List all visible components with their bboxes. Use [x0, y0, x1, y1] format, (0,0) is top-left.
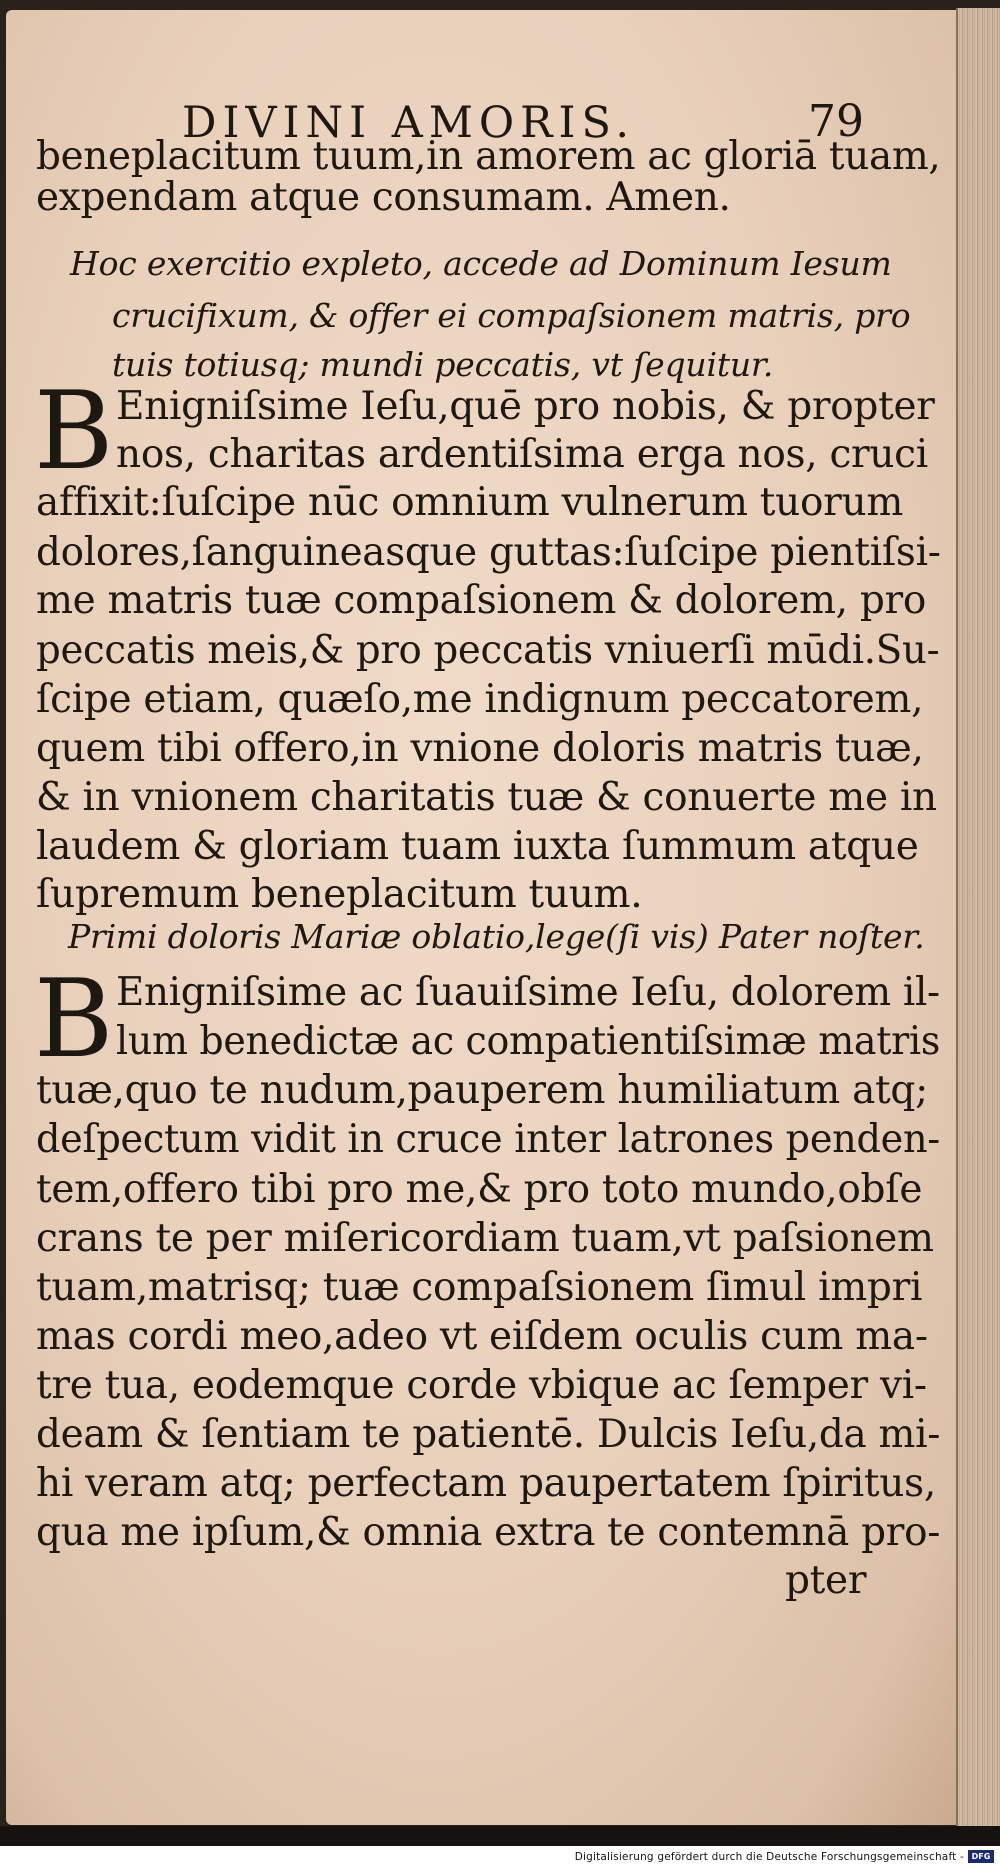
text-line: qua me ipſum,& omnia extra te contemnā pro- [36, 1510, 941, 1555]
text-line: ſupremum beneplacitum tuum. [36, 872, 643, 917]
text-line: dolores,ſanguineasque guttas:ſuſcipe pientiſsi- [36, 530, 941, 575]
text-line: nos, charitas ardentiſsima erga nos, cruci [116, 432, 928, 477]
rubric-line: Primi doloris Mariæ oblatio,lege(ſi vis) Pater noſter. [68, 917, 925, 956]
page-fore-edge [956, 8, 1000, 1828]
text-line: ſcipe etiam, quæſo,me indignum peccatorem, [36, 677, 924, 722]
text-line: Enigniſsime ac ſuauiſsime Ieſu, dolorem il- [116, 970, 940, 1015]
text-line: mas cordi meo,adeo vt eiſdem oculis cum ma- [36, 1314, 928, 1359]
rubric-line: crucifixum, & offer ei compaſsionem matris, pro [112, 296, 911, 335]
text-line: Enigniſsime Ieſu,quē pro nobis, & propter [116, 384, 935, 429]
text-line: crans te per miſericordiam tuam,vt paſsionem [36, 1216, 934, 1261]
text-line: me matris tuæ compaſsionem & dolorem, pro [36, 578, 927, 623]
rubric-line: tuis totiusq; mundi peccatis, vt ſequitur. [112, 345, 774, 384]
rubric-line: Hoc exercitio expleto, accede ad Dominum Iesum [70, 244, 892, 283]
dfg-logo: DFG [968, 1850, 994, 1863]
text-line: peccatis meis,& pro peccatis vniuerſi mūdi.Su- [36, 628, 940, 673]
text-line: tuæ,quo te nudum,pauperem humiliatum atq; [36, 1068, 928, 1113]
text-line: hi veram atq; perfectam paupertatem ſpiritus, [36, 1461, 936, 1506]
text-line: tuam,matrisq; tuæ compaſsionem ſimul impri [36, 1265, 923, 1310]
text-line: laudem & gloriam tuam iuxta ſummum atque [36, 824, 919, 869]
text-line: & in vnionem charitatis tuæ & conuerte me in [36, 775, 937, 820]
text-line: tre tua, eodemque corde vbique ac ſemper vi- [36, 1363, 927, 1408]
text-line: beneplacitum tuum,in amorem ac gloriā tuam, [36, 134, 941, 179]
text-line: quem tibi offero,in vnione doloris matris tuæ, [36, 726, 924, 771]
running-head: DIVINI AMORIS. [182, 98, 636, 148]
text-line: tem,offero tibi pro me,& pro toto mundo,obſe [36, 1167, 923, 1212]
text-line: affixit:ſuſcipe nūc omnium vulnerum tuorum [36, 480, 904, 525]
drop-cap: B [34, 957, 114, 1082]
text-line: expendam atque consumam. Amen. [36, 175, 731, 220]
scan-bottom-edge [0, 1826, 1000, 1846]
catchword: pter [785, 1558, 867, 1603]
text-line: deſpectum vidit in cruce inter latrones penden- [36, 1117, 940, 1162]
digitization-credit: Digitalisierung gefördert durch die Deutsche Forschungsgemeinschaft - [574, 1851, 964, 1863]
drop-cap: B [34, 369, 114, 494]
text-line: lum benedictæ ac compatientiſsimæ matris [116, 1019, 940, 1064]
text-line: deam & ſentiam te patientē. Dulcis Ieſu,da mi- [36, 1412, 941, 1457]
page-number: 79 [808, 96, 864, 147]
